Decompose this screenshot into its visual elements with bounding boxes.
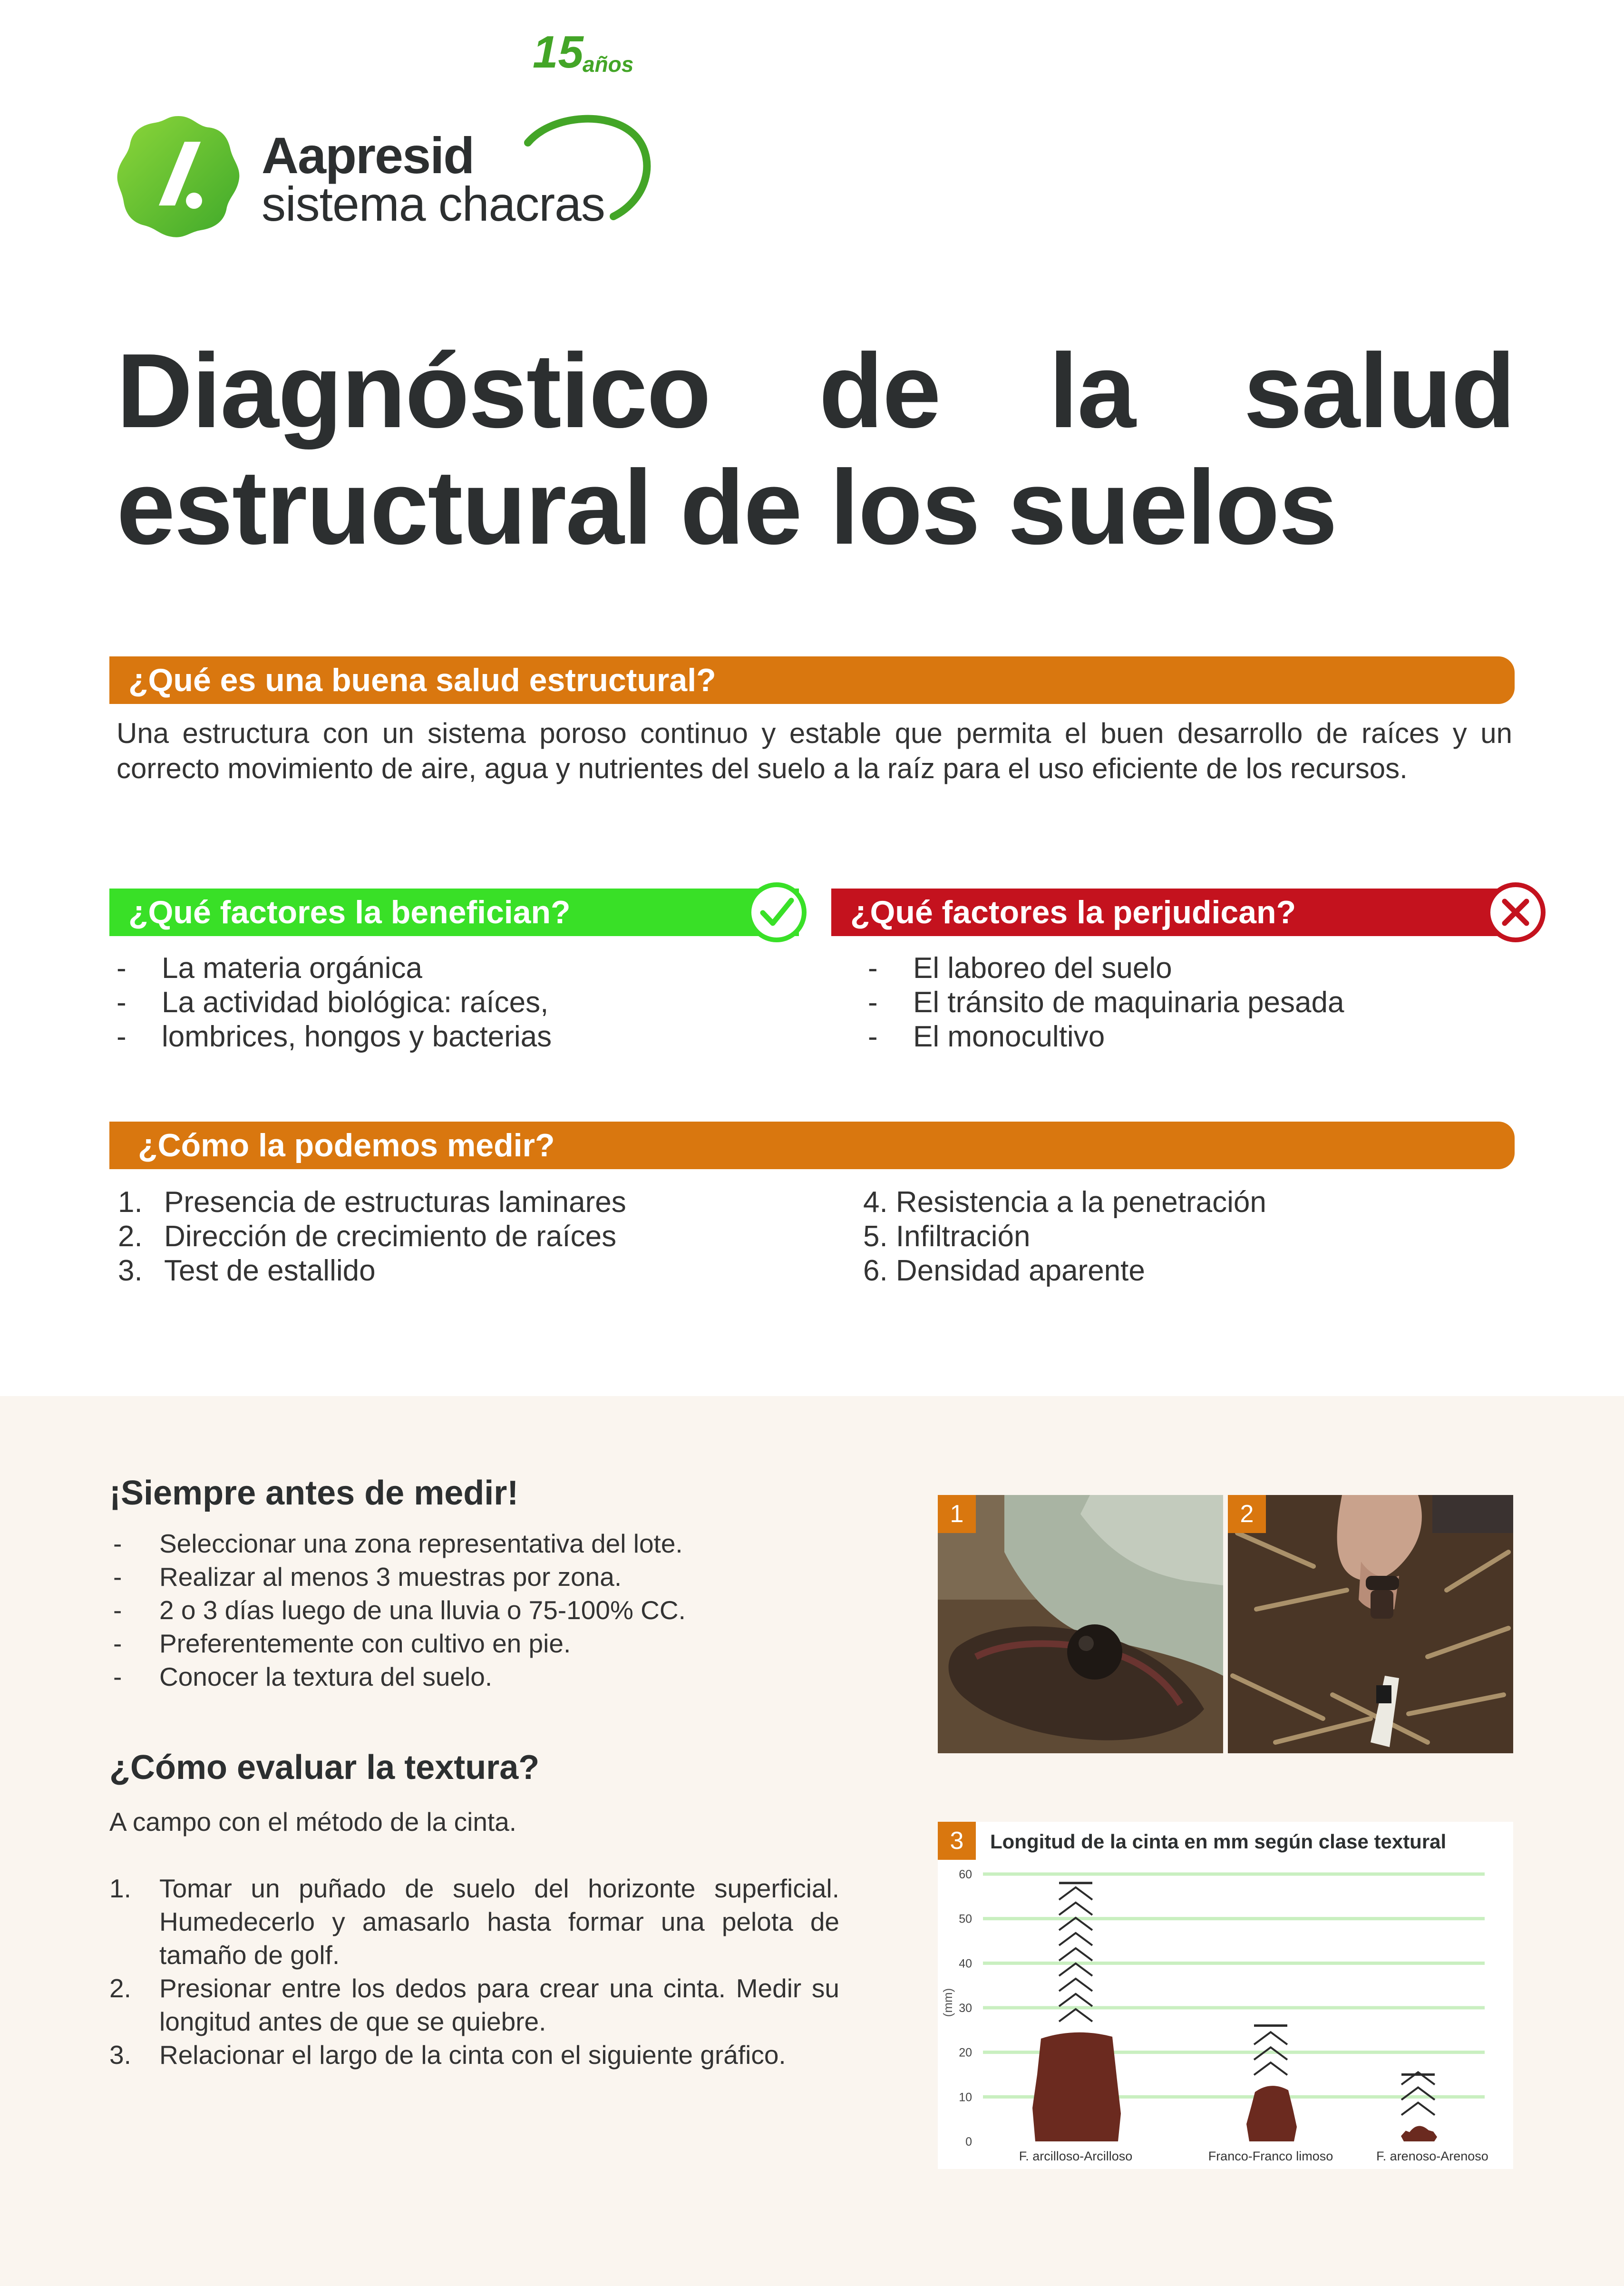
list-item: - La actividad biológica: raíces, [112, 986, 801, 1020]
anniversary-swoosh-icon [518, 109, 661, 224]
brand-subtitle: sistema chacras [262, 177, 605, 231]
list-item: - Seleccionar una zona representativa del lote. [109, 1527, 851, 1560]
photo-number: 2 [1228, 1495, 1266, 1533]
title-line-1 [117, 333, 1515, 449]
page-title [117, 333, 1515, 566]
photo-soil-ball [938, 1495, 1223, 1753]
anniversary-number: 15 [533, 27, 583, 78]
chart-chevron [1254, 2032, 1287, 2044]
list-item: 6. Densidad aparente [863, 1254, 1145, 1287]
brand-name: Aapresid [262, 127, 474, 184]
list-number: 1. [109, 1874, 131, 1903]
chart-plot [938, 1822, 1513, 2169]
list-number: 3. [109, 2040, 131, 2070]
list-item [112, 1020, 801, 1054]
chart-ytick-label: 10 [959, 2091, 972, 2104]
section-heading-what: ¿Qué es una buena salud estructural? [109, 656, 1515, 704]
benefit-list [112, 951, 801, 1054]
chart-chevron [1059, 1933, 1092, 1945]
list-item: - El laboreo del suelo [863, 951, 1510, 986]
check-circle-icon [746, 881, 807, 943]
list-text: Dirección de crecimiento de raíces [164, 1220, 617, 1253]
list-number: 2. [118, 1220, 143, 1253]
list-number: 2. [109, 1973, 131, 2003]
list-item [114, 1220, 827, 1254]
list-text: Presencia de estructuras laminares [164, 1186, 626, 1219]
chart-chevron [1254, 2062, 1287, 2075]
measure-list-right [863, 1185, 1510, 1288]
title-word: salud [1244, 332, 1515, 450]
chart-chevron [1059, 2009, 1092, 2022]
list-text: Relacionar el largo de la cinta con el siguiente gráfico. [159, 2040, 786, 2070]
list-item [114, 1185, 827, 1220]
before-list [109, 1527, 851, 1693]
list-number: 3. [118, 1254, 143, 1287]
list-item [109, 2038, 839, 2071]
chart-category-label: Franco-Franco limoso [1208, 2149, 1333, 2163]
list-text: Tomar un puñado de suelo del horizonte superficial. Humedecerlo y amasarlo hasta formar una pelota de tamaño de golf. [159, 1874, 839, 1970]
chart-ylabel: (mm) [941, 1988, 955, 2017]
photo-ribbon-test [1228, 1495, 1513, 1753]
chart-chevron [1059, 1948, 1092, 1961]
section-heading-benefit: ¿Qué factores la benefician? [109, 889, 799, 936]
chart-chevron [1059, 1887, 1092, 1900]
title-word: Diagnóstico [117, 332, 710, 450]
aapresid-badge-icon [114, 112, 243, 241]
measure-list-left [114, 1185, 827, 1288]
section-heading-harm: ¿Qué factores la perjudican? [831, 889, 1516, 936]
list-number: 1. [118, 1186, 143, 1219]
chart-ytick-label: 60 [959, 1868, 972, 1881]
texture-steps [109, 1872, 839, 2071]
list-item: - 2 o 3 días luego de una lluvia o 75-100% CC. [109, 1593, 851, 1627]
list-text: Presionar entre los dedos para crear una cinta. Medir su longitud antes de que se quiebre. [159, 1973, 839, 2036]
chart-ytick-label: 20 [959, 2046, 972, 2060]
chart-chevron [1059, 1979, 1092, 1991]
section-what-text: Una estructura con un sistema poroso continuo y estable que permita el buen desarrollo de raíces y un correcto movimiento de aire, agua y nutrientes del suelo a la raíz para el uso eficiente de los recursos. [117, 717, 1512, 784]
list-item: - Conocer la textura del suelo. [109, 1660, 851, 1693]
chart-ytick-label: 50 [959, 1912, 972, 1926]
chart-bar [1032, 2032, 1121, 2141]
section-heading-measure: ¿Cómo la podemos medir? [109, 1122, 1515, 1169]
chart-chevron [1059, 1903, 1092, 1915]
list-item: - Realizar al menos 3 muestras por zona. [109, 1560, 851, 1593]
ribbon-length-chart [938, 1822, 1513, 2169]
list-item-continuation: lombrices, hongos y bacterias [162, 1020, 552, 1053]
texture-intro: A campo con el método de la cinta. [109, 1807, 517, 1837]
chart-category-label: F. arcilloso-Arcilloso [1019, 2149, 1133, 2163]
list-item: - El monocultivo [863, 1020, 1510, 1054]
heading-before: ¡Siempre antes de medir! [109, 1474, 519, 1512]
chart-title: Longitud de la cinta en mm según clase textural [990, 1830, 1447, 1853]
list-item [109, 1872, 839, 1972]
chart-bar [1246, 2086, 1297, 2141]
list-item: - La materia orgánica [112, 951, 801, 986]
list-item [109, 1972, 839, 2038]
photo-ribbon-test-image [1228, 1495, 1513, 1753]
list-item: 4. Resistencia a la penetración [863, 1186, 1266, 1219]
photo-number: 1 [938, 1495, 976, 1533]
heading-texture: ¿Cómo evaluar la textura? [109, 1749, 540, 1787]
list-item [114, 1254, 827, 1288]
list-item: 5. Infiltración [863, 1220, 1031, 1253]
list-text: Test de estallido [164, 1254, 376, 1287]
chart-bar [1401, 2126, 1437, 2141]
chart-category-label: F. arenoso-Arenoso [1376, 2149, 1488, 2163]
chart-chevron [1059, 1964, 1092, 1976]
chart-ytick-label: 0 [965, 2135, 972, 2149]
photo-soil-ball-image [938, 1495, 1223, 1753]
chart-ytick-label: 40 [959, 1957, 972, 1971]
title-word: de [818, 332, 941, 450]
title-word: la [1049, 332, 1135, 450]
chart-chevron [1401, 2103, 1435, 2115]
list-item: - El tránsito de maquinaria pesada [863, 986, 1510, 1020]
harm-list [863, 951, 1510, 1054]
chart-ytick-label: 30 [959, 2002, 972, 2015]
anniversary-label: años [583, 52, 634, 77]
chart-chevron [1059, 1994, 1092, 2006]
chart-number: 3 [938, 1822, 976, 1860]
title-line-2: estructural de los suelos [117, 449, 1337, 567]
x-circle-icon [1485, 881, 1546, 943]
list-item: - Preferentemente con cultivo en pie. [109, 1627, 851, 1660]
